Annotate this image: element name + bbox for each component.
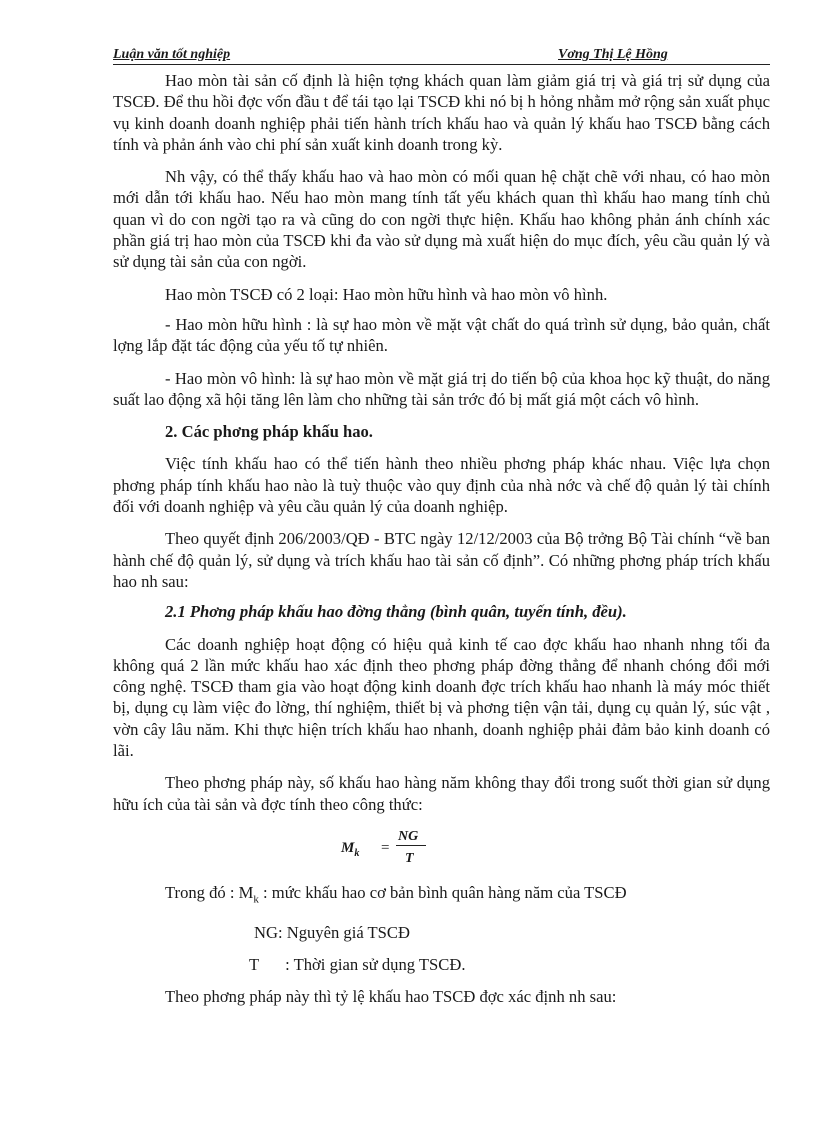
header-author-name: Vơng Thị Lệ Hồng: [558, 47, 668, 62]
document-page: [113, 44, 770, 1018]
paragraph-intangible-wear: - Hao mòn vô hình: là sự hao mòn về mặt giá trị do tiến bộ của khoa học kỹ thuật, do năng suất lao động xã hội tăng lên làm cho những tài sản trớc đó bị mất giá một cách vô hình.: [113, 368, 770, 409]
definition-ng: NG: Nguyên giá TSCĐ: [254, 922, 410, 942]
paragraph-tangible-wear: - Hao mòn hữu hình : là sự hao mòn về mặt vật chất do quá trình sử dụng, bảo quản, chất lợng lắp đặt tác động của yếu tố tự nhiên.: [113, 314, 770, 356]
formula-denominator: T: [405, 850, 414, 866]
formula-equals: =: [381, 839, 390, 856]
subsection-heading-2-1: 2.1 Phơng pháp khấu hao đờng thẳng (bình quân, tuyến tính, đều).: [165, 602, 627, 622]
paragraph-depreciation-intro: Hao mòn tài sản cố định là hiện tợng khách quan làm giảm giá trị và giá trị sử dụng của TSCĐ. Để thu hồi đợc vốn đầu t để tái tạo lại TSCĐ khi nó bị h hỏng nhằm mở rộng sản xuất phục vụ kinh doanh doanh nghiệp phải tiến hành trích khấu hao và quản lý khấu hao TSCĐ bằng cách tính và phản ánh vào chi phí sản xuất kinh doanh trong kỳ.: [113, 71, 770, 154]
paragraph-straight-line-intro: Theo phơng pháp này, số khấu hao hàng năm không thay đổi trong suốt thời gian sử dụng hữu ích của tài sản và đợc tính theo công thức:: [113, 773, 770, 814]
formula-fraction-bar: [396, 845, 426, 846]
section-heading-2: 2. Các phơng pháp khấu hao.: [165, 422, 373, 442]
page-header: [113, 44, 770, 65]
header-thesis-label: Luận văn tốt nghiệp: [113, 47, 231, 62]
paragraph-method-choice: Việc tính khấu hao có thể tiến hành theo nhiều phơng pháp khác nhau. Việc lựa chọn phơng pháp tính khấu hao nào là tuỳ thuộc vào quy định của nhà nớc và chế độ quản lý tài chính đối với doanh nghiệp và yêu cầu quản lý của doanh nghiệp.: [113, 454, 770, 517]
paragraph-accelerated-depreciation: Các doanh nghiệp hoạt động có hiệu quả kinh tế cao đợc khấu hao nhanh nhng tối đa không quá 2 lần mức khấu hao xác định theo phơng pháp đờng thẳng để nhanh chóng đổi mới công nghệ. TSCĐ tham gia vào hoạt động kinh doanh đợc trích khấu hao nhanh là máy móc thiết bị, dụng cụ làm việc đo lờng, thí nghiệm, thiết bị và phơng tiện vận tải, dụng cụ quản lý, súc vật , vờn cây lâu năm. Khi thực hiện trích khấu hao nhanh, doanh nghiệp phải đảm bảo kinh doanh có lãi.: [113, 634, 770, 761]
formula-numerator: NG: [398, 828, 419, 844]
formula-lhs: $M_k$: [341, 839, 360, 859]
definition-t: T : Thời gian sử dụng TSCĐ.: [249, 954, 466, 974]
depreciation-formula: [341, 826, 770, 870]
paragraph-rate-intro: Theo phơng pháp này thì tỷ lệ khấu hao TSCĐ đợc xác định nh sau:: [165, 987, 617, 1007]
paragraph-wear-relationship: Nh vậy, có thể thấy khấu hao và hao mòn có mối quan hệ chặt chẽ với nhau, có hao mòn mới dẫn tới khấu hao. Nếu hao mòn mang tính tất yếu khách quan thì khấu hao mang tính chủ quan vì do con ngời tạo ra và cũng do con ngời thực hiện. Khấu hao không phản ánh chính xác phần giá trị hao mòn của TSCĐ khi đa vào sử dụng mà xuất hiện do mục đích, yêu cầu quản lý và sử dụng tài sản của con ngời.: [113, 167, 770, 272]
definition-mk: Trong đó : $M_k$ : mức khấu hao cơ bản bình quân hàng năm của TSCĐ: [165, 882, 627, 906]
paragraph-wear-types: Hao mòn TSCĐ có 2 loại: Hao mòn hữu hình và hao mòn vô hình.: [165, 284, 608, 304]
document-body: [113, 70, 770, 1007]
paragraph-regulation: Theo quyết định 206/2003/QĐ - BTC ngày 12/12/2003 của Bộ trởng Bộ Tài chính “về ban hành chế độ quản lý, sử dụng và trích khấu hao tài sản cố định”. Có những phơng pháp trích khấu hao nh sau:: [113, 529, 770, 591]
